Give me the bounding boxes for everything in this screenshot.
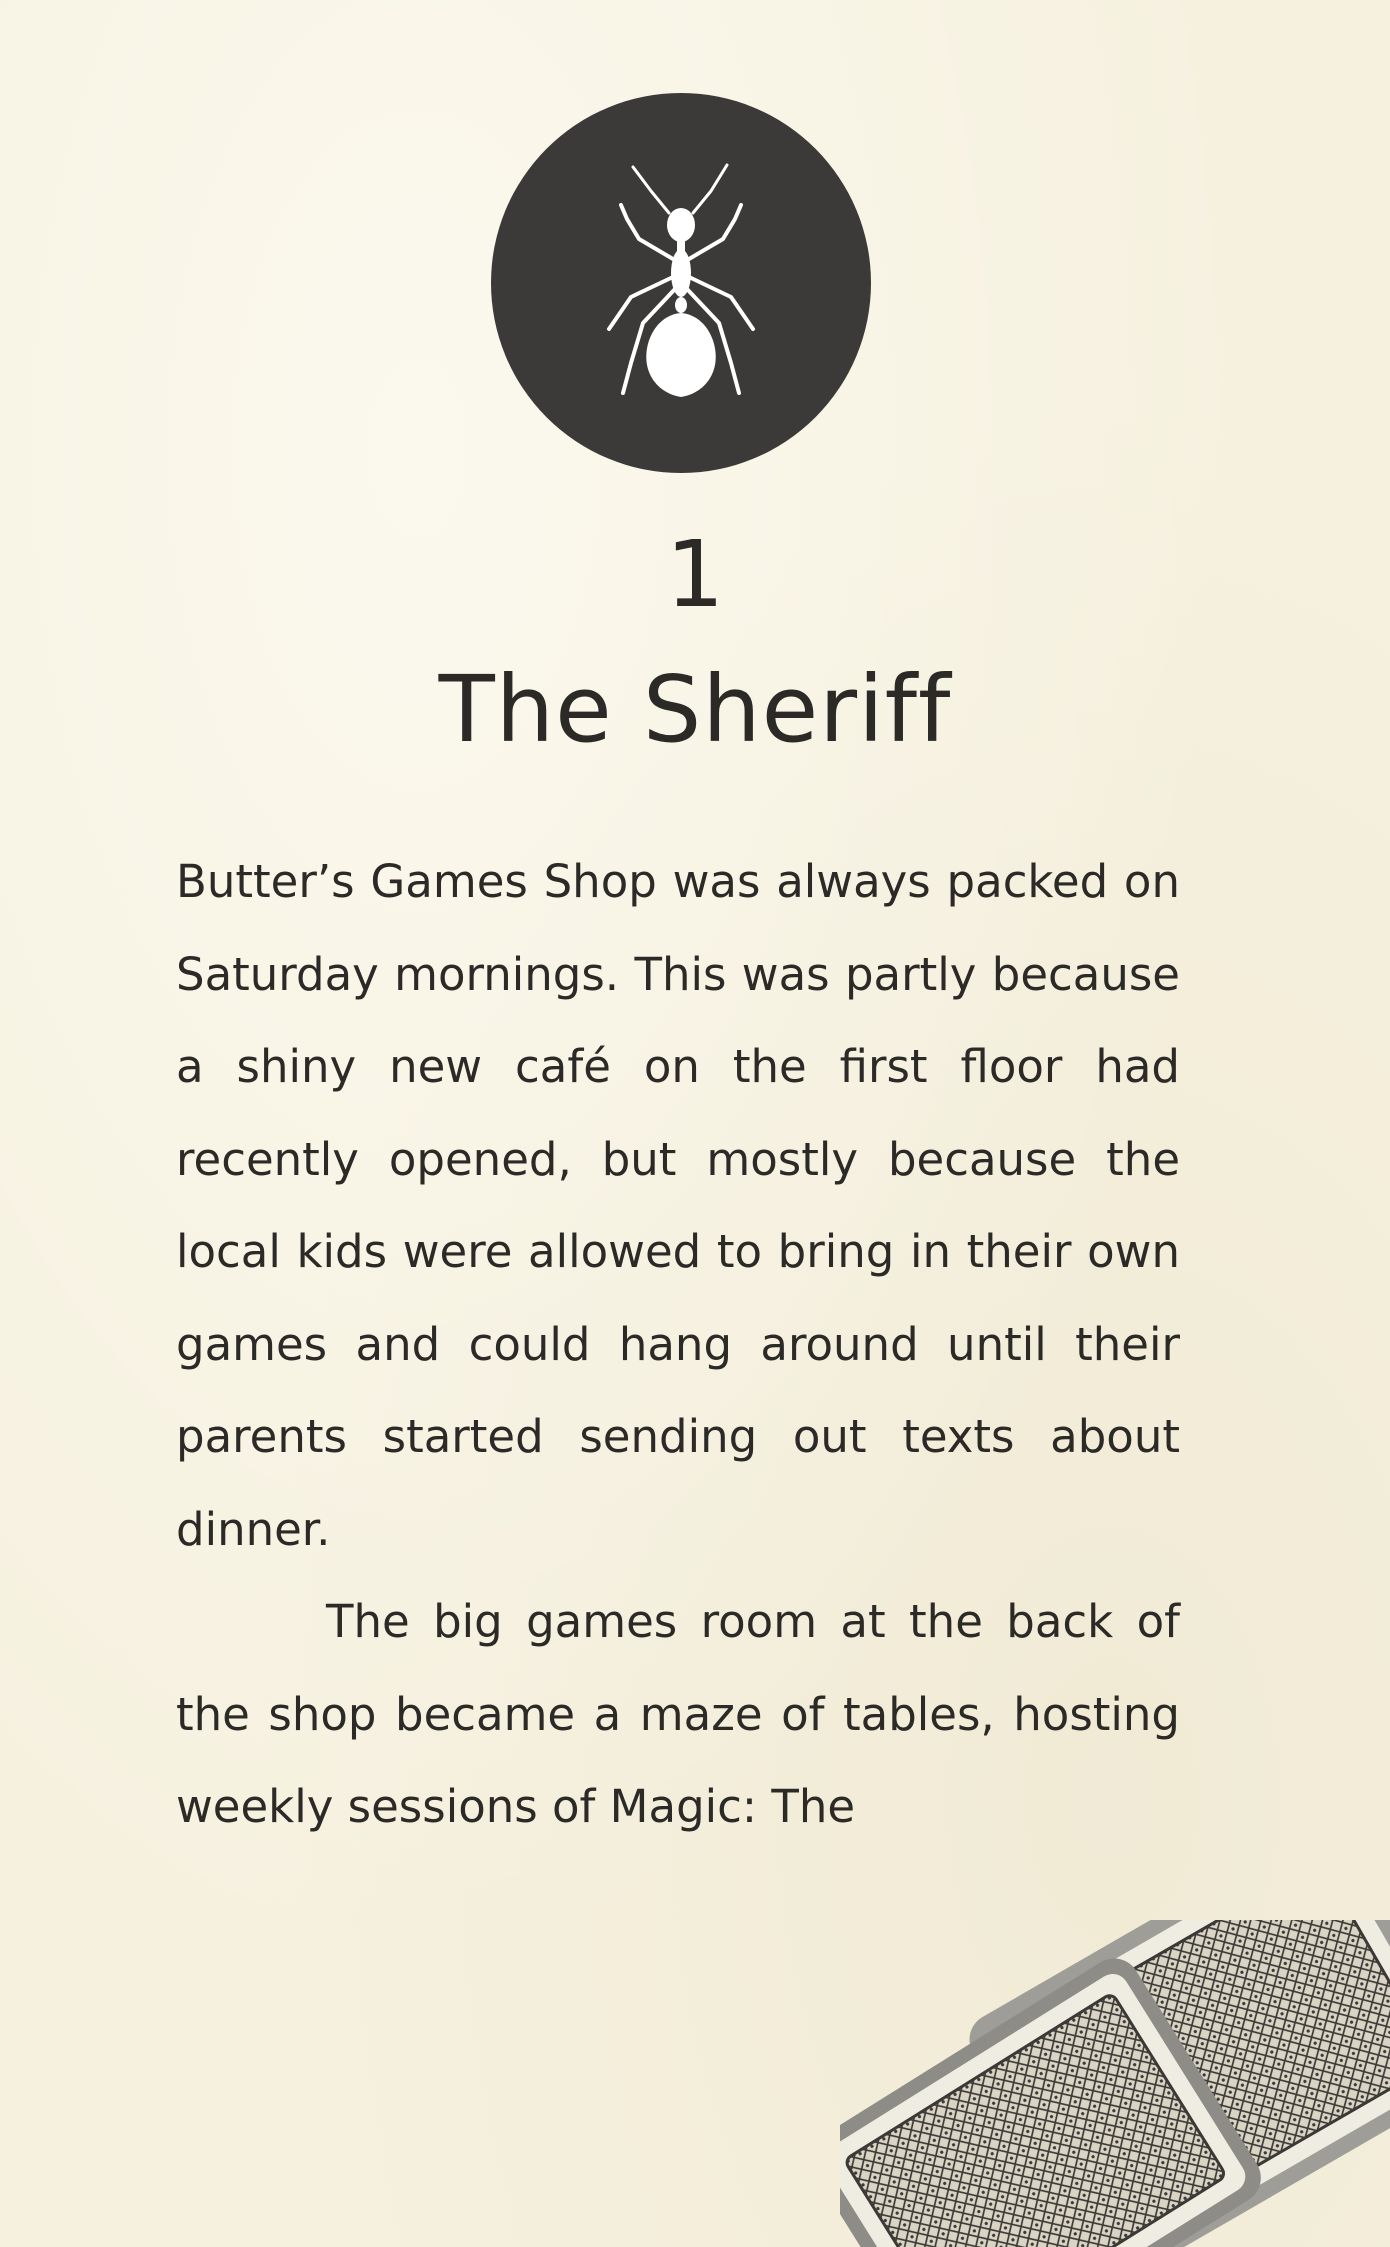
playing-cards-icon (840, 1920, 1390, 2247)
chapter-body (176, 836, 1180, 1854)
paragraph: The big games room at the back of the shop became a maze of tables, hosting weekly sessions of Magic: The (176, 1595, 1180, 1833)
playing-cards-decoration (840, 1920, 1390, 2247)
paragraph: Butter’s Games Shop was always packed on Saturday mornings. This was partly because a shiny new café on the first floor had recently opened, but mostly because the local kids were allowed to bring in their own games and could hang around until their parents started sending out texts about dinner. (176, 855, 1180, 1556)
chapter-title: The Sheriff (438, 656, 952, 763)
chapter-number: 1 (665, 521, 725, 628)
ant-icon (491, 93, 871, 473)
chapter-emblem (491, 93, 871, 473)
